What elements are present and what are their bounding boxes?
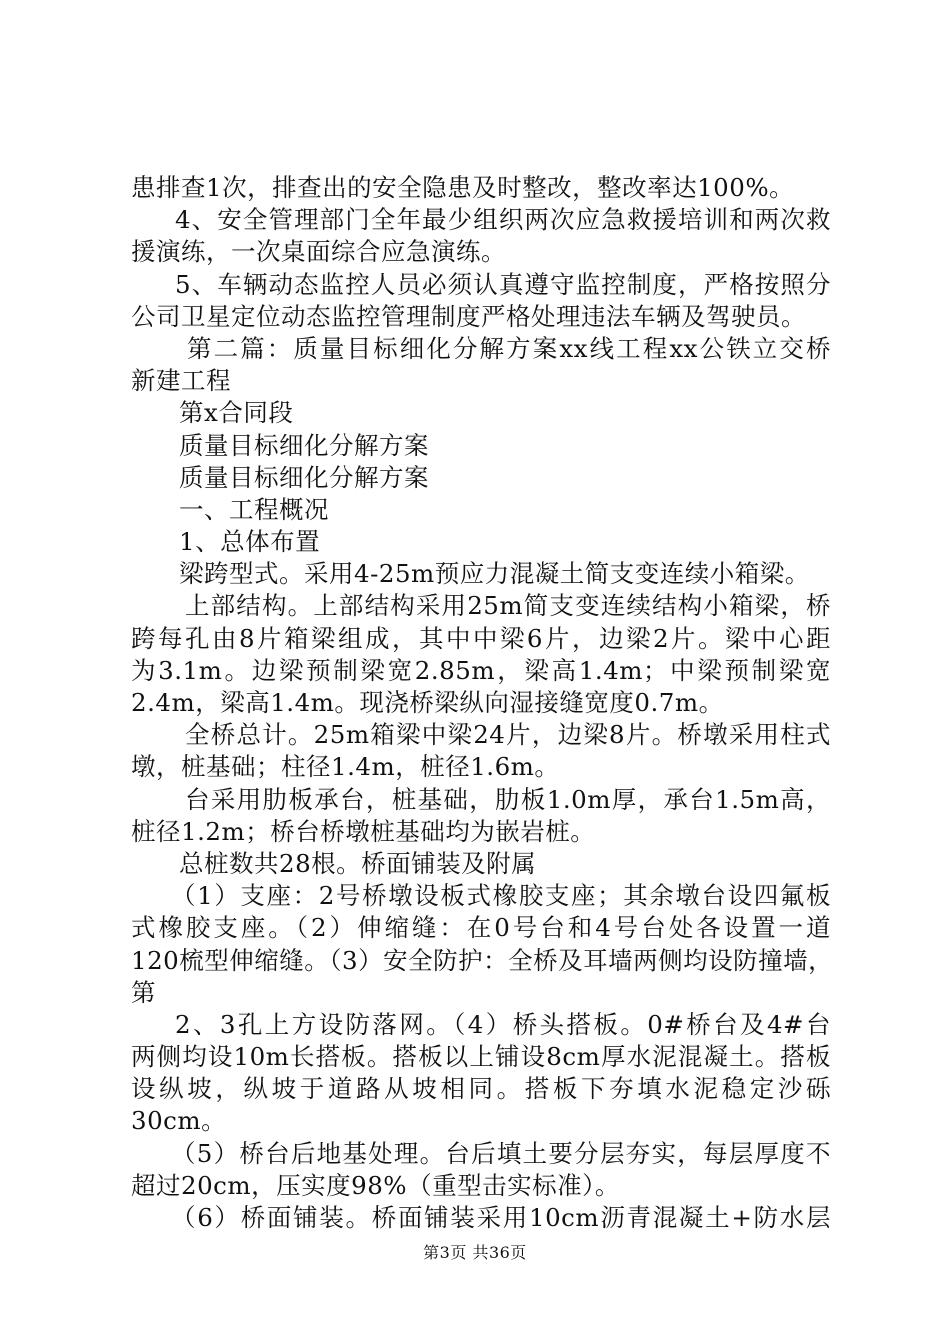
text-line: 一、工程概况 bbox=[179, 494, 329, 524]
text-line: 第二篇：质量目标细化分解方案xx线工程xx公铁立交桥 bbox=[187, 333, 831, 363]
text-line: 4、安全管理部门全年最少组织两次应急救援培训和两次救 bbox=[175, 205, 831, 235]
text-line: 总桩数共28根。桥面铺装及附属 bbox=[179, 848, 537, 878]
text-line: 5、车辆动态监控人员必须认真遵守监控制度，严格按照分 bbox=[175, 269, 831, 299]
text-line: 两侧均设10m长搭板。搭板以上铺设8cm厚水泥混凝土。搭板 bbox=[131, 1042, 831, 1072]
text-line: 全桥总计。25m箱梁中梁24片，边梁8片。桥墩采用柱式 bbox=[185, 720, 831, 750]
text-line: 120梳型伸缩缝。（3）安全防护：全桥及耳墙两侧均设防撞墙， bbox=[131, 945, 834, 975]
text-line: 患排查1次，排查出的安全隐患及时整改，整改率达100%。 bbox=[131, 173, 795, 202]
text-line: 式橡胶支座。（2）伸缩缝：在0号台和4号台处各设置一道 bbox=[131, 913, 831, 943]
text-line: 30cm。 bbox=[131, 1106, 227, 1136]
text-line: 2.4m，梁高1.4m。现浇桥梁纵向湿接缝宽度0.7m。 bbox=[131, 688, 724, 717]
text-line: 跨每孔由8片箱梁组成，其中中梁6片，边梁2片。梁中心距 bbox=[131, 623, 831, 653]
text-line: 2、3孔上方设防落网。（4）桥头搭板。0#桥台及4#台 bbox=[175, 1009, 831, 1039]
text-line: 质量目标细化分解方案 bbox=[179, 462, 429, 492]
text-line: 第 bbox=[131, 977, 156, 1007]
text-line: 新建工程 bbox=[131, 366, 231, 396]
text-line: 援演练，一次桌面综合应急演练。 bbox=[131, 237, 506, 267]
text-line: 设纵坡，纵坡于道路从坡相同。搭板下夯填水泥稳定沙砾 bbox=[131, 1074, 831, 1104]
body-text bbox=[131, 172, 834, 1234]
text-line: 超过20cm，压实度98%（重型击实标准）。 bbox=[131, 1170, 620, 1200]
text-line: （6）桥面铺装。桥面铺装采用10cm沥青混凝土+防水层 bbox=[171, 1203, 831, 1232]
page-footer: 第3页 共36页 bbox=[423, 1243, 527, 1262]
text-line: 质量目标细化分解方案 bbox=[179, 430, 429, 460]
text-line: （1）支座：2号桥墩设板式橡胶支座；其余墩台设四氟板 bbox=[171, 881, 831, 911]
text-line: 1、总体布置 bbox=[179, 527, 321, 557]
text-line: 梁跨型式。采用4-25m预应力混凝土简支变连续小箱梁。 bbox=[179, 559, 810, 589]
text-line: 为3.1m。边梁预制梁宽2.85m，梁高1.4m；中梁预制梁宽 bbox=[131, 655, 831, 685]
text-line: 公司卫星定位动态监控管理制度严格处理违法车辆及驾驶员。 bbox=[131, 301, 806, 331]
text-line: 上部结构。上部结构采用25m简支变连续结构小箱梁，桥 bbox=[185, 591, 831, 621]
text-line: 第x合同段 bbox=[179, 398, 294, 428]
text-line: 墩，桩基础；柱径1.4m，桩径1.6m。 bbox=[131, 752, 560, 782]
text-line: 台采用肋板承台，桩基础，肋板1.0m厚，承台1.5m高， bbox=[185, 784, 831, 814]
text-line: 桩径1.2m；桥台桥墩桩基础均为嵌岩桩。 bbox=[131, 816, 596, 846]
text-line: （5）桥台后地基处理。台后填土要分层夯实，每层厚度不 bbox=[171, 1138, 831, 1168]
